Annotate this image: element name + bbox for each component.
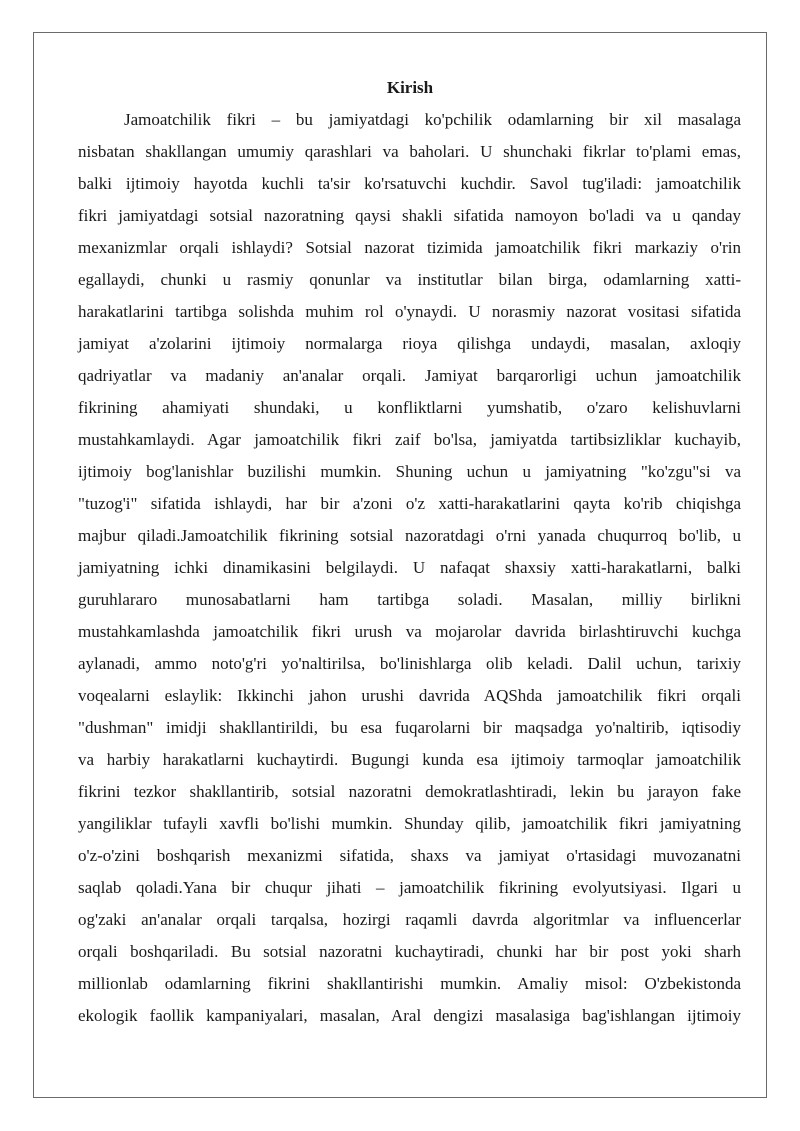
text-line: aylanadi, ammo noto'g'ri yo'naltirilsa, bo'linishlarga olib keladi. Dalil uchun, tarixiy xyxy=(78,654,741,673)
text-line: jamiyat a'zolarini ijtimoiy normalarga rioya qilishga undaydi, masalan, axloqiy xyxy=(78,334,741,353)
text-line: ekologik faollik kampaniyalari, masalan, Aral dengizi masalasiga bag'ishlangan ijtimoiy xyxy=(78,1006,741,1025)
text-line: mustahkamlashda jamoatchilik fikri urush va mojarolar davrida birlashtiruvchi kuchga xyxy=(78,622,741,641)
text-line: nisbatan shakllangan umumiy qarashlari va baholari. U shunchaki fikrlar to'plami emas, xyxy=(78,142,741,161)
text-line: va harbiy harakatlarni kuchaytirdi. Bugungi kunda esa ijtimoiy tarmoqlar jamoatchilik xyxy=(78,750,741,769)
text-line: mexanizmlar orqali ishlaydi? Sotsial nazorat tizimida jamoatchilik fikri markaziy o'rin xyxy=(78,238,741,257)
text-line: millionlab odamlarning fikrini shakllantirishi mumkin. Amaliy misol: O'zbekistonda xyxy=(78,974,741,993)
text-line: "tuzog'i" sifatida ishlaydi, har bir a'zoni o'z xatti-harakatlarini qayta ko'rib chiqishga xyxy=(78,494,741,513)
document-title: Kirish xyxy=(386,78,434,97)
text-line: majbur qiladi.Jamoatchilik fikrining sotsial nazoratdagi o'rni yanada chuqurroq bo'lib, u xyxy=(78,526,741,545)
text-line: fikrini tezkor shakllantirib, sotsial nazoratni demokratlashtiradi, lekin bu jarayon fake xyxy=(78,782,741,801)
text-line: jamiyatning ichki dinamikasini belgilaydi. U nafaqat shaxsiy xatti-harakatlarni, balki xyxy=(78,558,741,577)
text-line: fikri jamiyatdagi sotsial nazoratning qaysi shakli sifatida namoyon bo'ladi va u qanday xyxy=(78,206,741,225)
text-line: saqlab qoladi.Yana bir chuqur jihati – jamoatchilik fikrining evolyutsiyasi. Ilgari u xyxy=(78,878,741,897)
text-line: Jamoatchilik fikri – bu jamiyatdagi ko'pchilik odamlarning bir xil masalaga xyxy=(124,110,741,129)
text-line: qadriyatlar va madaniy an'analar orqali. Jamiyat barqarorligi uchun jamoatchilik xyxy=(78,366,741,385)
text-line: mustahkamlaydi. Agar jamoatchilik fikri zaif bo'lsa, jamiyatda tartibsizliklar kuchayib, xyxy=(78,430,741,449)
text-line: egallaydi, chunki u rasmiy qonunlar va institutlar bilan birga, odamlarning xatti- xyxy=(78,270,741,289)
text-line: og'zaki an'analar orqali tarqalsa, hozirgi raqamli davrda algoritmlar va influencerlar xyxy=(78,910,741,929)
text-line: o'z-o'zini boshqarish mexanizmi sifatida, shaxs va jamiyat o'rtasidagi muvozanatni xyxy=(78,846,741,865)
text-line: harakatlarini tartibga solishda muhim rol o'ynaydi. U norasmiy nazorat vositasi sifatida xyxy=(78,302,741,321)
text-line: fikrining ahamiyati shundaki, u konfliktlarni yumshatib, o'zaro kelishuvlarni xyxy=(78,398,741,417)
text-line: guruhlararo munosabatlarni ham tartibga soladi. Masalan, milliy birlikni xyxy=(78,590,741,609)
text-line: "dushman" imidji shakllantirildi, bu esa fuqarolarni bir maqsadga yo'naltirib, iqtisodiy xyxy=(78,718,741,737)
text-line: balki ijtimoiy hayotda kuchli ta'sir ko'rsatuvchi kuchdir. Savol tug'iladi: jamoatchilik xyxy=(78,174,741,193)
text-line: ijtimoiy bog'lanishlar buzilishi mumkin. Shuning uchun u jamiyatning "ko'zgu"si va xyxy=(78,462,741,481)
text-line: orqali boshqariladi. Bu sotsial nazoratni kuchaytiradi, chunki har bir post yoki sharh xyxy=(78,942,741,961)
text-line: yangiliklar tufayli xavfli bo'lishi mumkin. Shunday qilib, jamoatchilik fikri jamiyatning xyxy=(78,814,741,833)
text-line: voqealarni eslaylik: Ikkinchi jahon urushi davrida AQShda jamoatchilik fikri orqali xyxy=(78,686,741,705)
